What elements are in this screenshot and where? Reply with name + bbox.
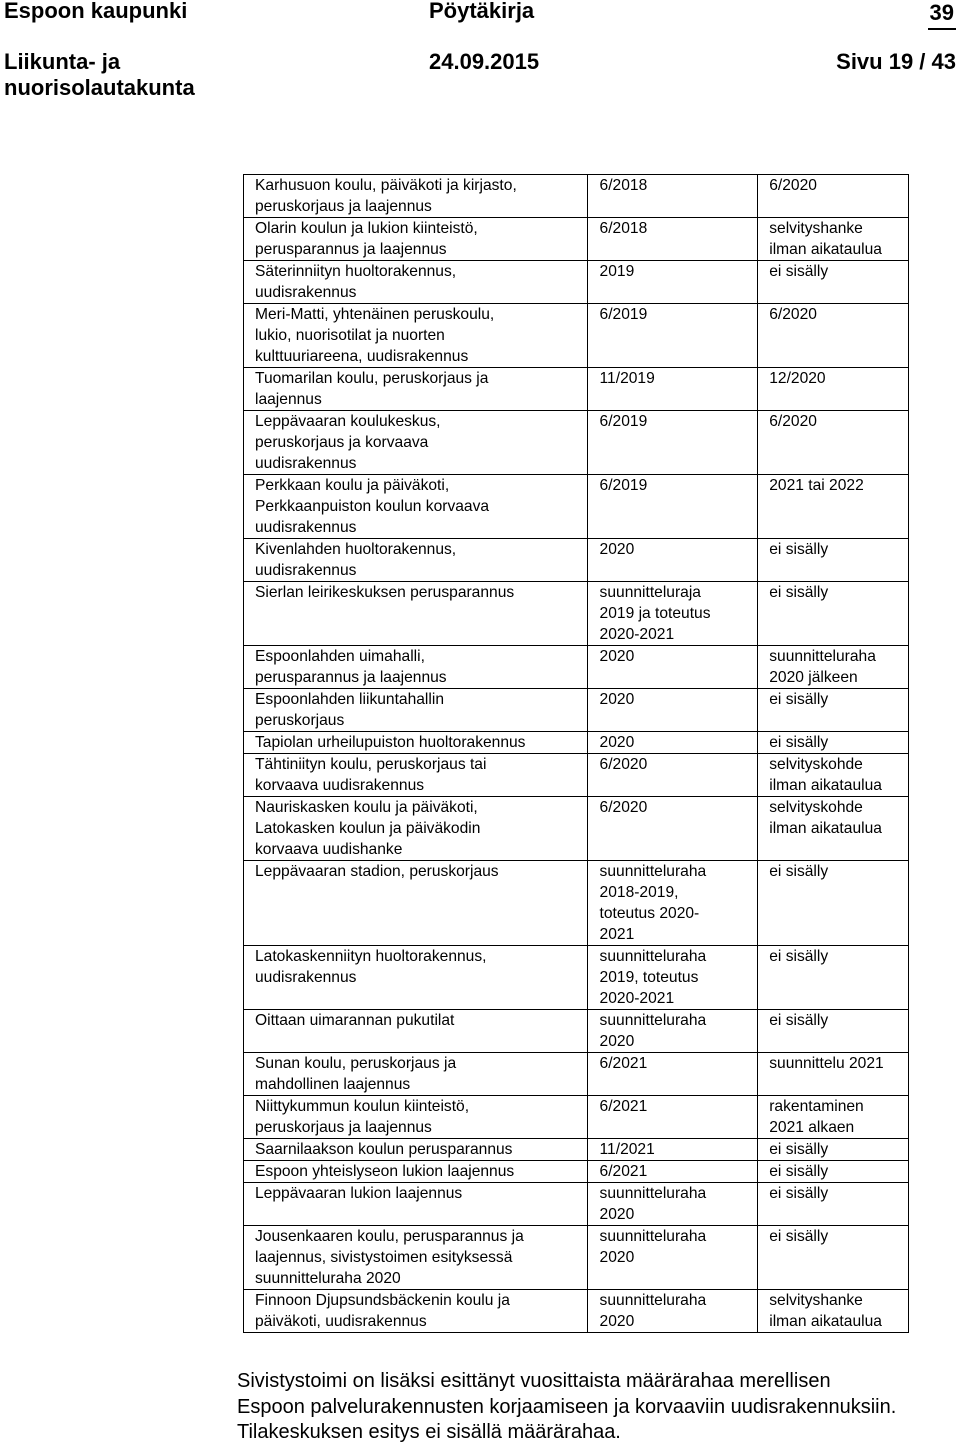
project-name-line: Leppävaaran lukion laajennus bbox=[255, 1185, 463, 1202]
start-date-cell bbox=[587, 411, 758, 475]
table-row bbox=[244, 582, 909, 646]
project-name-line: laajennus bbox=[255, 391, 322, 408]
project-name-line: Espoonlahden uimahalli, bbox=[255, 648, 425, 665]
page-number: Sivu 19 / 43 bbox=[836, 49, 956, 74]
project-name-cell bbox=[244, 1226, 588, 1290]
completion-line: ei sisälly bbox=[769, 1228, 829, 1245]
project-name-line: Tähtiniityn koulu, peruskorjaus tai bbox=[255, 756, 487, 773]
completion-line: ilman aikataulua bbox=[769, 241, 882, 258]
start-date-cell bbox=[587, 475, 758, 539]
project-name-line: suunnitteluraha 2020 bbox=[255, 1270, 401, 1287]
project-name-cell bbox=[244, 689, 588, 732]
project-name-line: laajennus, sivistystoimen esityksessä bbox=[255, 1249, 513, 1266]
completion-cell bbox=[758, 646, 909, 689]
completion-cell bbox=[758, 1183, 909, 1226]
project-name-cell bbox=[244, 797, 588, 861]
start-date-line: 6/2021 bbox=[599, 1163, 648, 1180]
completion-cell bbox=[758, 754, 909, 797]
project-name-cell bbox=[244, 732, 588, 754]
completion-cell bbox=[758, 1161, 909, 1183]
project-name-line: kulttuuriareena, uudisrakennus bbox=[255, 348, 469, 365]
project-name-line: Perkkaan koulu ja päiväkoti, bbox=[255, 477, 450, 494]
table-row bbox=[244, 646, 909, 689]
start-date-line: 6/2019 bbox=[599, 306, 648, 323]
completion-line: ei sisälly bbox=[769, 584, 829, 601]
completion-line: ilman aikataulua bbox=[769, 1313, 882, 1330]
start-date-line: 2018-2019, bbox=[599, 884, 679, 901]
start-date-line: suunnitteluraha bbox=[599, 948, 707, 965]
committee-name-line2: nuorisolautakunta bbox=[4, 75, 195, 100]
completion-cell bbox=[758, 1226, 909, 1290]
table-row bbox=[244, 411, 909, 475]
project-name-cell bbox=[244, 646, 588, 689]
start-date-cell bbox=[587, 261, 758, 304]
project-name-line: peruskorjaus ja korvaava bbox=[255, 434, 429, 451]
project-name-line: Nauriskasken koulu ja päiväkoti, bbox=[255, 799, 478, 816]
table-row bbox=[244, 1096, 909, 1139]
start-date-cell bbox=[587, 861, 758, 946]
start-date-line: 2020 bbox=[599, 1033, 635, 1050]
start-date-line: 2020 bbox=[599, 691, 635, 708]
table-row bbox=[244, 1161, 909, 1183]
project-name-line: Tapiolan urheilupuiston huoltorakennus bbox=[255, 734, 526, 751]
start-date-line: 6/2018 bbox=[599, 177, 648, 194]
start-date-line: suunnitteluraha bbox=[599, 1228, 707, 1245]
start-date-line: 2020 bbox=[599, 1206, 635, 1223]
project-name-line: Kivenlahden huoltorakennus, bbox=[255, 541, 457, 558]
footer-line: Sivistystoimi on lisäksi esittänyt vuosittaista määrärahaa merellisen bbox=[237, 1370, 831, 1392]
start-date-line: 6/2021 bbox=[599, 1055, 648, 1072]
project-name-cell bbox=[244, 1290, 588, 1333]
project-name-line: Oittaan uimarannan pukutilat bbox=[255, 1012, 455, 1029]
start-date-line: 2019, toteutus bbox=[599, 969, 699, 986]
project-name-line: perusparannus ja laajennus bbox=[255, 669, 447, 686]
table-row bbox=[244, 946, 909, 1010]
start-date-cell bbox=[587, 689, 758, 732]
start-date-cell bbox=[587, 1183, 758, 1226]
project-name-line: päiväkoti, uudisrakennus bbox=[255, 1313, 427, 1330]
completion-line: suunnittelu 2021 bbox=[769, 1055, 884, 1072]
start-date-line: 2020 bbox=[599, 648, 635, 665]
table-row bbox=[244, 475, 909, 539]
project-name-cell bbox=[244, 411, 588, 475]
project-name-cell bbox=[244, 1010, 588, 1053]
project-name-line: Säterinniityn huoltorakennus, bbox=[255, 263, 457, 280]
table-row bbox=[244, 1139, 909, 1161]
project-name-line: Niittykummun koulun kiinteistö, bbox=[255, 1098, 470, 1115]
completion-line: selvityshanke bbox=[769, 1292, 863, 1309]
project-name-cell bbox=[244, 175, 588, 218]
completion-line: 12/2020 bbox=[769, 370, 826, 387]
project-name-cell bbox=[244, 261, 588, 304]
completion-cell bbox=[758, 218, 909, 261]
table-row bbox=[244, 1290, 909, 1333]
completion-line: 6/2020 bbox=[769, 177, 817, 194]
committee-name-line1: Liikunta- ja bbox=[4, 49, 121, 74]
table-row bbox=[244, 1226, 909, 1290]
start-date-line: 2019 ja toteutus bbox=[599, 605, 711, 622]
project-name-line: uudisrakennus bbox=[255, 284, 357, 301]
project-name-line: uudisrakennus bbox=[255, 519, 357, 536]
start-date-cell bbox=[587, 1139, 758, 1161]
start-date-line: 6/2019 bbox=[599, 413, 648, 430]
table-row bbox=[244, 797, 909, 861]
completion-line: ei sisälly bbox=[769, 263, 829, 280]
project-name-cell bbox=[244, 304, 588, 368]
completion-cell bbox=[758, 175, 909, 218]
start-date-line: 2019 bbox=[599, 263, 635, 280]
project-name-line: Karhusuon koulu, päiväkoti ja kirjasto, bbox=[255, 177, 517, 194]
start-date-line: 6/2019 bbox=[599, 477, 648, 494]
completion-cell bbox=[758, 261, 909, 304]
table-row bbox=[244, 539, 909, 582]
completion-line: ei sisälly bbox=[769, 863, 829, 880]
start-date-cell bbox=[587, 1161, 758, 1183]
table-row bbox=[244, 218, 909, 261]
start-date-line: 2020 bbox=[599, 1313, 635, 1330]
completion-cell bbox=[758, 689, 909, 732]
completion-cell bbox=[758, 1010, 909, 1053]
project-name-cell bbox=[244, 1183, 588, 1226]
completion-line: 6/2020 bbox=[769, 306, 817, 323]
footer-line: Tilakeskuksen esitys ei sisällä määrärahaa. bbox=[237, 1421, 621, 1443]
project-name-cell bbox=[244, 368, 588, 411]
start-date-cell bbox=[587, 946, 758, 1010]
start-date-cell bbox=[587, 754, 758, 797]
completion-cell bbox=[758, 539, 909, 582]
project-name-line: Saarnilaakson koulun perusparannus bbox=[255, 1141, 513, 1158]
completion-line: selvityshanke bbox=[769, 220, 863, 237]
completion-line: 6/2020 bbox=[769, 413, 817, 430]
start-date-line: 2020 bbox=[599, 734, 635, 751]
table-row bbox=[244, 304, 909, 368]
table-row bbox=[244, 754, 909, 797]
completion-cell bbox=[758, 861, 909, 946]
completion-cell bbox=[758, 1290, 909, 1333]
project-name-line: Espoonlahden liikuntahallin bbox=[255, 691, 444, 708]
project-name-line: korvaava uudishanke bbox=[255, 841, 403, 858]
project-name-line: Sierlan leirikeskuksen perusparannus bbox=[255, 584, 515, 601]
start-date-cell bbox=[587, 539, 758, 582]
start-date-line: suunnitteluraha bbox=[599, 1185, 707, 1202]
project-name-line: lukio, nuorisotilat ja nuorten bbox=[255, 327, 445, 344]
project-name-line: Olarin koulun ja lukion kiinteistö, bbox=[255, 220, 478, 237]
project-name-cell bbox=[244, 218, 588, 261]
project-name-line: uudisrakennus bbox=[255, 455, 357, 472]
project-name-cell bbox=[244, 861, 588, 946]
projects-table bbox=[243, 174, 909, 1333]
section-number bbox=[928, 0, 956, 30]
completion-line: 2020 jälkeen bbox=[769, 669, 858, 686]
project-name-line: uudisrakennus bbox=[255, 969, 357, 986]
project-name-line: uudisrakennus bbox=[255, 562, 357, 579]
project-name-line: Latokaskenniityn huoltorakennus, bbox=[255, 948, 487, 965]
start-date-line: 6/2021 bbox=[599, 1098, 648, 1115]
start-date-line: toteutus 2020- bbox=[599, 905, 700, 922]
start-date-line: 2021 bbox=[599, 926, 635, 943]
footer-line: Espoon palvelurakennusten korjaamiseen ja korvaaviin uudisrakennuksiin. bbox=[237, 1395, 897, 1418]
project-name-line: Meri-Matti, yhtenäinen peruskoulu, bbox=[255, 306, 495, 323]
start-date-cell bbox=[587, 368, 758, 411]
start-date-line: 6/2020 bbox=[599, 799, 648, 816]
project-name-line: mahdollinen laajennus bbox=[255, 1076, 411, 1093]
table-row bbox=[244, 368, 909, 411]
table-row bbox=[244, 1053, 909, 1096]
project-name-line: Perkkaanpuiston koulun korvaava bbox=[255, 498, 490, 515]
completion-cell bbox=[758, 732, 909, 754]
project-name-line: peruskorjaus ja laajennus bbox=[255, 198, 432, 215]
table-row bbox=[244, 732, 909, 754]
meeting-date: 24.09.2015 bbox=[429, 49, 540, 74]
start-date-line: 2020 bbox=[599, 1249, 635, 1266]
start-date-cell bbox=[587, 732, 758, 754]
completion-cell bbox=[758, 368, 909, 411]
completion-line: suunnitteluraha bbox=[769, 648, 876, 665]
project-name-line: korvaava uudisrakennus bbox=[255, 777, 425, 794]
start-date-cell bbox=[587, 1010, 758, 1053]
completion-cell bbox=[758, 582, 909, 646]
start-date-cell bbox=[587, 797, 758, 861]
completion-line: selvityskohde bbox=[769, 756, 863, 773]
table-row bbox=[244, 1183, 909, 1226]
project-name-cell bbox=[244, 1053, 588, 1096]
project-name-cell bbox=[244, 1161, 588, 1183]
completion-line: selvityskohde bbox=[769, 799, 863, 816]
footer-paragraph bbox=[237, 1369, 957, 1446]
project-name-line: Jousenkaaren koulu, perusparannus ja bbox=[255, 1228, 524, 1245]
completion-cell bbox=[758, 797, 909, 861]
start-date-line: suunnitteluraha bbox=[599, 1292, 707, 1309]
completion-line: 2021 tai 2022 bbox=[769, 477, 864, 494]
project-name-cell bbox=[244, 475, 588, 539]
start-date-cell bbox=[587, 175, 758, 218]
project-name-cell bbox=[244, 1139, 588, 1161]
project-name-cell bbox=[244, 539, 588, 582]
completion-cell bbox=[758, 304, 909, 368]
start-date-cell bbox=[587, 1096, 758, 1139]
start-date-line: suunnitteluraha bbox=[599, 863, 707, 880]
project-name-line: peruskorjaus ja laajennus bbox=[255, 1119, 432, 1136]
completion-line: ei sisälly bbox=[769, 948, 829, 965]
project-name-line: Sunan koulu, peruskorjaus ja bbox=[255, 1055, 457, 1072]
table-row bbox=[244, 261, 909, 304]
completion-line: ei sisälly bbox=[769, 1163, 829, 1180]
project-name-line: Finnoon Djupsundsbäckenin koulu ja bbox=[255, 1292, 510, 1309]
completion-cell bbox=[758, 946, 909, 1010]
start-date-line: 11/2019 bbox=[599, 370, 655, 387]
start-date-line: suunnitteluraja bbox=[599, 584, 701, 601]
start-date-line: 11/2021 bbox=[599, 1141, 655, 1158]
completion-cell bbox=[758, 1053, 909, 1096]
table-row bbox=[244, 689, 909, 732]
completion-line: ei sisälly bbox=[769, 1141, 829, 1158]
completion-line: rakentaminen bbox=[769, 1098, 864, 1115]
projects-table-body bbox=[244, 175, 909, 1333]
completion-line: ei sisälly bbox=[769, 691, 829, 708]
start-date-line: 2020-2021 bbox=[599, 626, 675, 643]
start-date-cell bbox=[587, 218, 758, 261]
start-date-cell bbox=[587, 1290, 758, 1333]
start-date-line: 6/2018 bbox=[599, 220, 648, 237]
project-name-line: Latokasken koulun ja päiväkodin bbox=[255, 820, 481, 837]
completion-line: ei sisälly bbox=[769, 1185, 829, 1202]
completion-line: ei sisälly bbox=[769, 734, 829, 751]
project-name-line: Leppävaaran stadion, peruskorjaus bbox=[255, 863, 499, 880]
completion-line: 2021 alkaen bbox=[769, 1119, 855, 1136]
completion-line: ilman aikataulua bbox=[769, 777, 882, 794]
document-type: Pöytäkirja bbox=[429, 0, 535, 23]
start-date-line: 2020 bbox=[599, 541, 635, 558]
completion-line: ilman aikataulua bbox=[769, 820, 882, 837]
table-row bbox=[244, 861, 909, 946]
project-name-line: Leppävaaran koulukeskus, bbox=[255, 413, 441, 430]
start-date-cell bbox=[587, 1226, 758, 1290]
completion-cell bbox=[758, 1096, 909, 1139]
project-name-line: perusparannus ja laajennus bbox=[255, 241, 447, 258]
table-row bbox=[244, 1010, 909, 1053]
start-date-cell bbox=[587, 304, 758, 368]
project-name-cell bbox=[244, 582, 588, 646]
completion-cell bbox=[758, 411, 909, 475]
table-row bbox=[244, 175, 909, 218]
start-date-line: 2020-2021 bbox=[599, 990, 675, 1007]
completion-cell bbox=[758, 475, 909, 539]
start-date-line: 6/2020 bbox=[599, 756, 648, 773]
start-date-cell bbox=[587, 646, 758, 689]
start-date-line: suunnitteluraha bbox=[599, 1012, 707, 1029]
completion-cell bbox=[758, 1139, 909, 1161]
start-date-cell bbox=[587, 582, 758, 646]
project-name-line: Tuomarilan koulu, peruskorjaus ja bbox=[255, 370, 489, 387]
start-date-cell bbox=[587, 1053, 758, 1096]
section-number-value: 39 bbox=[928, 0, 956, 30]
organization-name: Espoon kaupunki bbox=[4, 0, 188, 23]
project-name-cell bbox=[244, 946, 588, 1010]
completion-line: ei sisälly bbox=[769, 541, 829, 558]
project-name-line: peruskorjaus bbox=[255, 712, 345, 729]
project-name-line: Espoon yhteislyseon lukion laajennus bbox=[255, 1163, 515, 1180]
completion-line: ei sisälly bbox=[769, 1012, 829, 1029]
project-name-cell bbox=[244, 1096, 588, 1139]
project-name-cell bbox=[244, 754, 588, 797]
